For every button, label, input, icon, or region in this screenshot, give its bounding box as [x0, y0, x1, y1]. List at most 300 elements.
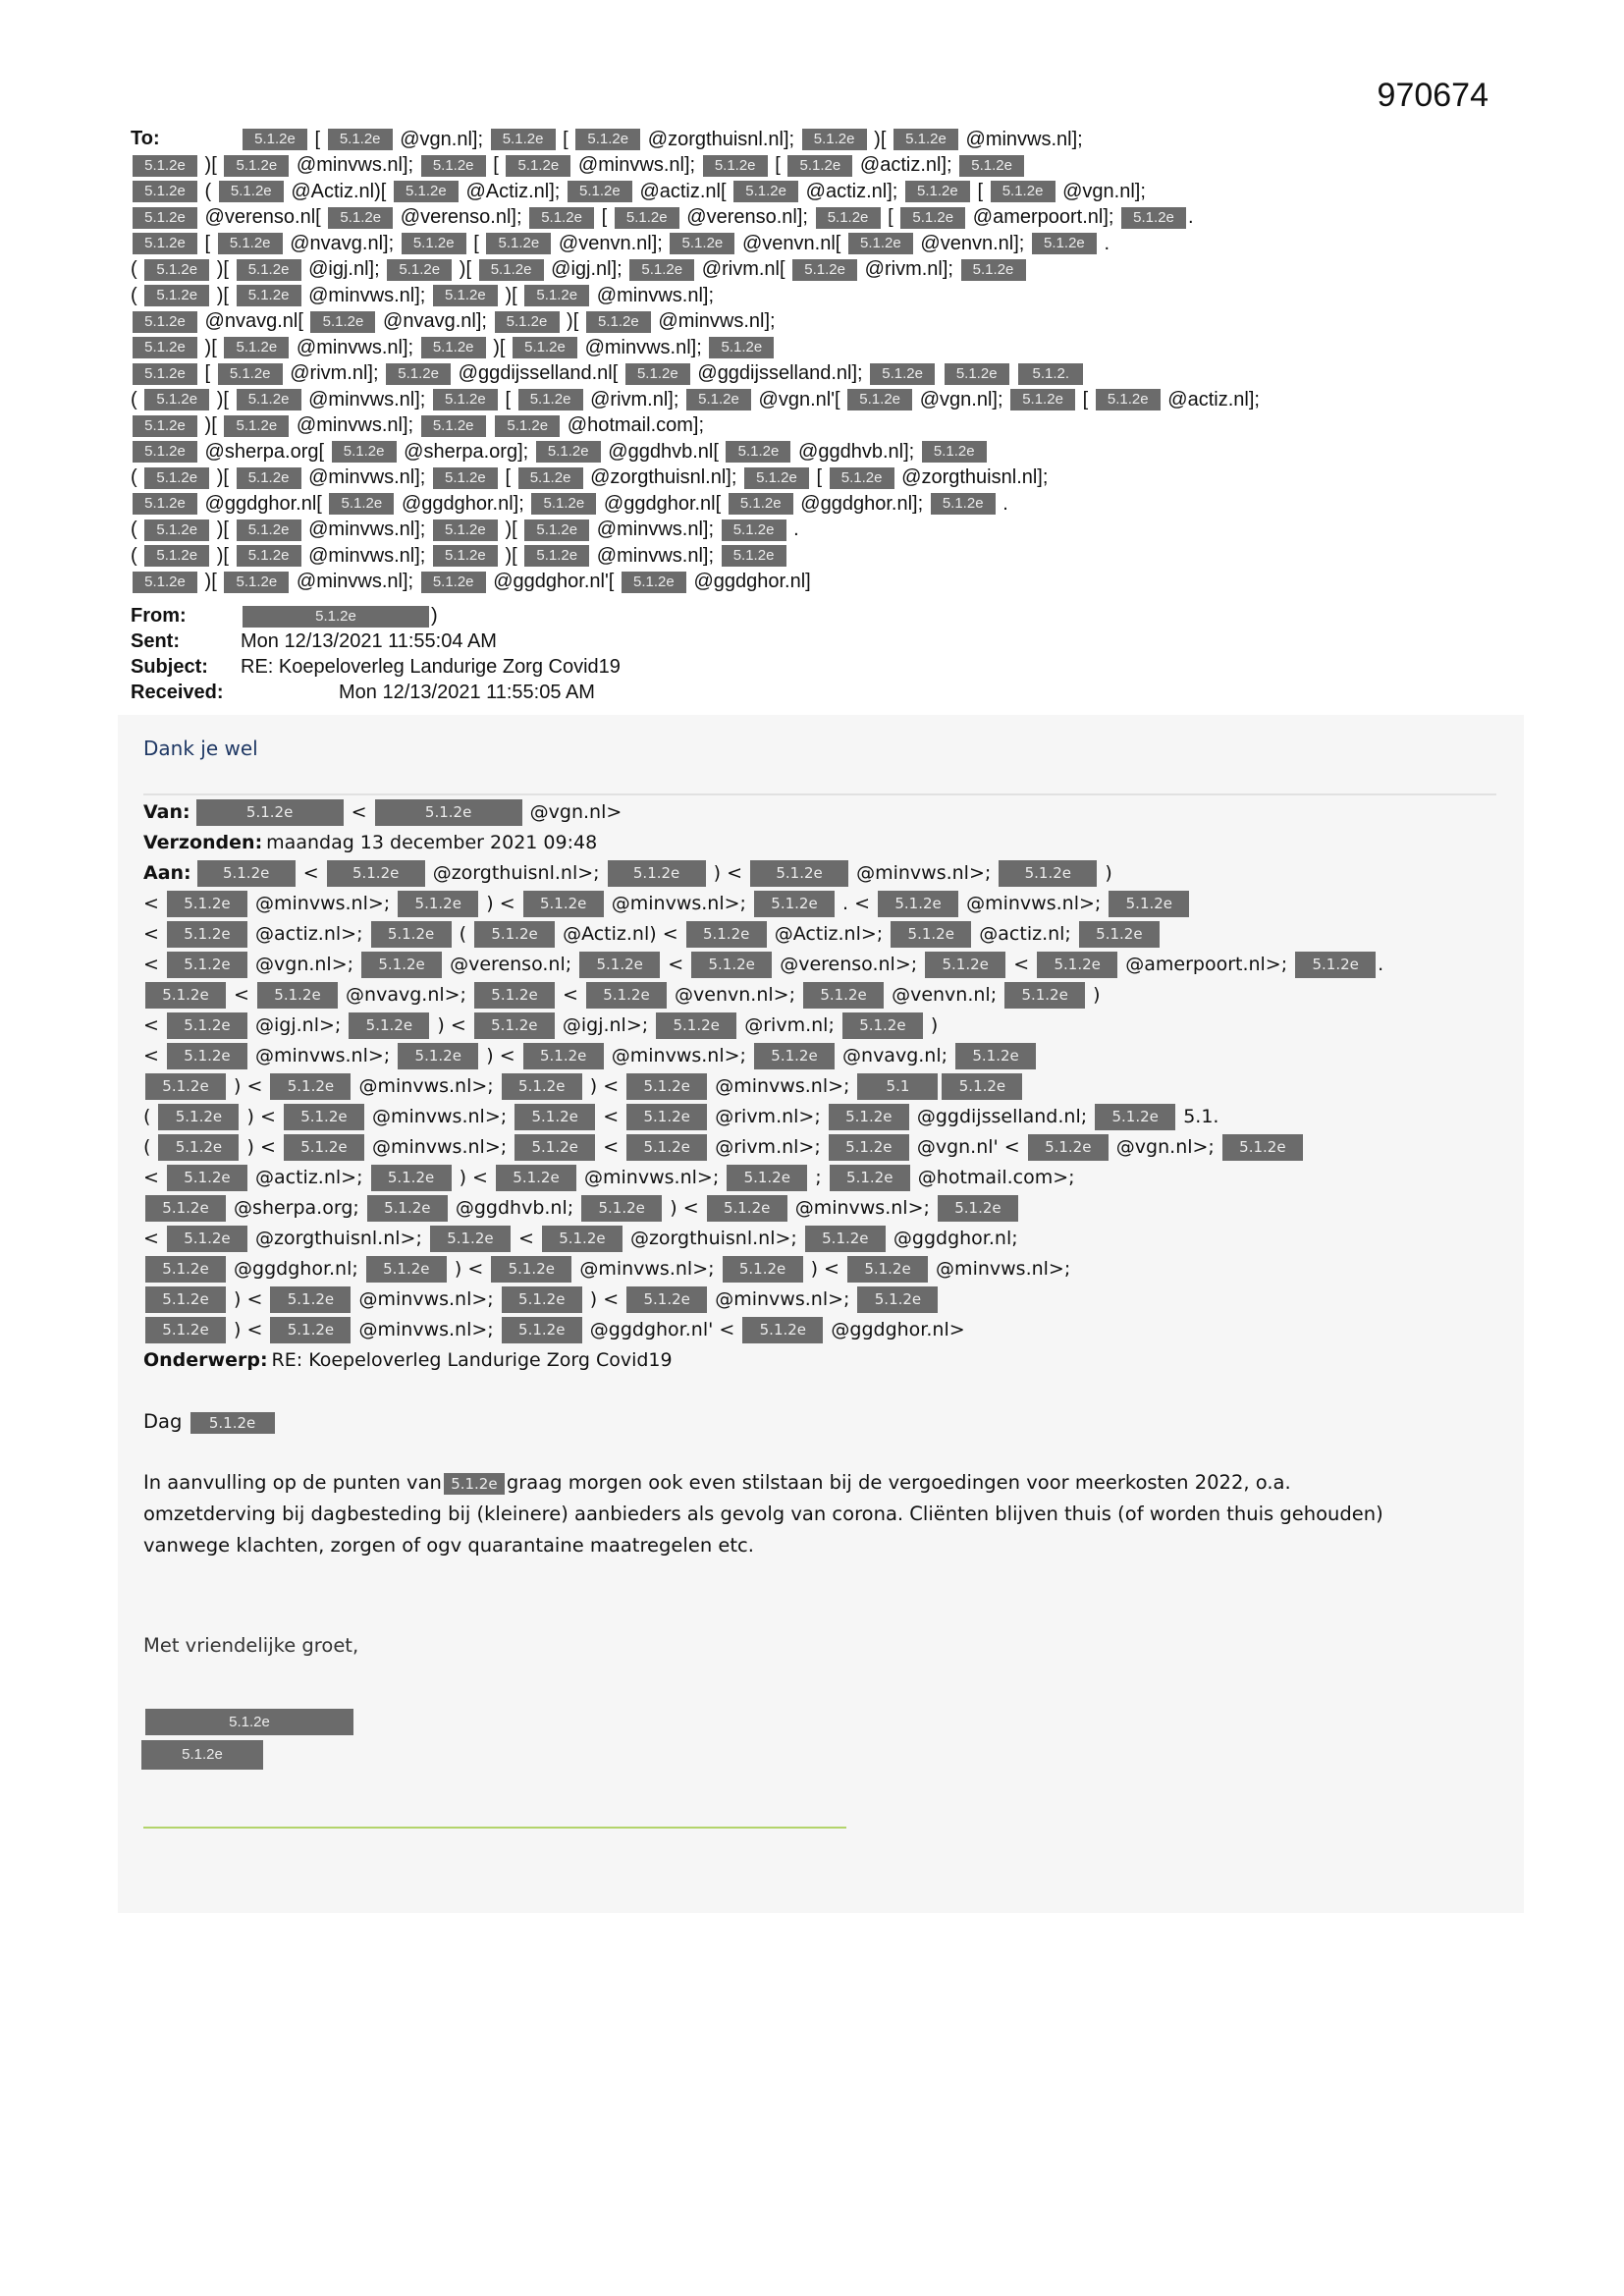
- redaction-box: 5.1.2e: [531, 493, 596, 515]
- redaction-box: 5.1.2e: [158, 1104, 239, 1130]
- redaction-box: 5.1.2e: [742, 1317, 823, 1343]
- recipient-text: ) <: [228, 1075, 269, 1097]
- onderwerp-label: Onderwerp:: [143, 1349, 268, 1371]
- recipient-text: ) <: [583, 1075, 625, 1097]
- recipient-text: (: [131, 388, 143, 410]
- recipient-text: @minvws.nl>;: [709, 1075, 856, 1097]
- recipient-text: @minvws.nl];: [652, 310, 776, 332]
- recipient-text: )[: [211, 388, 235, 410]
- redaction-box: 5.1.2e: [398, 891, 478, 917]
- redaction-box: 5.1.2e: [502, 1286, 582, 1313]
- redaction-box: 5.1.2e: [754, 1043, 835, 1069]
- recipient-text: @Actiz.nl>;: [768, 923, 890, 945]
- redaction-box: 5.1.2e: [394, 181, 459, 202]
- recipient-text: [: [557, 128, 574, 150]
- redaction-box: 5.1.2e: [857, 1286, 938, 1313]
- redaction-box: 5.1.2e: [218, 233, 283, 254]
- redaction-box: 5.1.2e: [829, 1134, 909, 1161]
- redaction-box: 5.1.2e: [878, 891, 958, 917]
- recipient-text: @minvws.nl];: [591, 284, 714, 306]
- outer-meta: From: 5.1.2e ) Sent: Mon 12/13/2021 11:55:04 AM Subject: RE: Koepeloverleg Landurige Zorg Covid19 Received: Mon 12/13/2021 11:55:05 AM: [131, 605, 621, 703]
- redaction-box: 5.1.2e: [145, 1317, 226, 1343]
- recipient-text: @minvws.nl];: [302, 388, 431, 410]
- recipient-text: @ggdghor.nl;: [228, 1258, 364, 1280]
- document-id: 970674: [1377, 77, 1489, 114]
- recipient-text: @venvn.nl];: [914, 232, 1030, 254]
- van-label: Van:: [143, 801, 190, 823]
- recipient-text: @vgn.nl];: [394, 128, 489, 150]
- recipient-text: @hotmail.com];: [562, 414, 705, 436]
- redaction-box: 5.1.2e: [491, 1256, 571, 1283]
- recipient-text: @minvws.nl];: [291, 154, 419, 176]
- recipient-text: @ggdghor.nl];: [396, 492, 530, 515]
- recipient-text: @venvn.nl[: [736, 232, 846, 254]
- redaction-box: 5.1.2e: [502, 1073, 582, 1100]
- redaction-box: 5.1: [857, 1073, 938, 1100]
- van-value: [194, 801, 623, 823]
- recipient-text: @minvws.nl>;: [788, 1197, 936, 1219]
- recipient-text: @vgn.nl];: [914, 388, 1009, 410]
- redaction-box: 5.1.2e: [524, 545, 589, 567]
- recipient-text: @actiz.nl];: [1162, 388, 1260, 410]
- redaction-box: 5.1.2e: [615, 207, 679, 229]
- redaction-box: 5.1.2e: [802, 129, 867, 150]
- redaction-box: 5.1.2e: [514, 1134, 595, 1161]
- recipient-text: [: [882, 206, 899, 228]
- recipient-text: [: [769, 154, 786, 176]
- redaction-box: 5.1.2e: [1032, 233, 1097, 254]
- recipient-text: ) <: [448, 1258, 490, 1280]
- redaction-box: 5.1.2e: [237, 519, 301, 541]
- redaction-box: 5.1.2e: [905, 181, 970, 202]
- recipient-text: )[: [561, 310, 584, 332]
- recipient-line: [143, 1224, 1498, 1254]
- redaction-box: 5.1.2e: [626, 1104, 707, 1130]
- recipient-text: (: [131, 466, 143, 488]
- redaction-box: 5.1.2e: [133, 207, 197, 229]
- redaction-box: 5.1.2e: [133, 311, 197, 333]
- message-body: [143, 1406, 1498, 1691]
- redaction-box: 5.1.2e: [144, 285, 209, 306]
- recipient-line: [131, 231, 1505, 257]
- redaction-box: 5.1.2e: [959, 155, 1024, 177]
- redaction-box: 5.1.2e: [938, 1195, 1018, 1222]
- recipient-line: [131, 204, 1505, 231]
- recipient-text: ) <: [228, 1288, 269, 1310]
- recipient-text: @nvavg.nl];: [377, 310, 493, 332]
- redaction-box: 5.1.2e: [1121, 207, 1186, 229]
- recipient-text: @hotmail.com>;: [911, 1167, 1075, 1188]
- received-label: Received:: [131, 682, 224, 703]
- recipient-text: <: [143, 1045, 165, 1066]
- recipient-text: (: [131, 258, 143, 280]
- redaction-box: 5.1.2e: [999, 860, 1097, 887]
- signature-divider: [143, 1827, 846, 1829]
- redaction-box: 5.1.2e: [991, 181, 1056, 202]
- redaction-box: 5.1.2e: [506, 155, 570, 177]
- recipient-text: @verenso.nl[: [199, 206, 327, 228]
- recipient-text: (: [453, 923, 473, 945]
- recipient-text: @actiz.nl];: [800, 180, 903, 202]
- redaction-box: 5.1.2e: [328, 207, 393, 229]
- recipient-text: @rivm.nl>;: [709, 1136, 827, 1158]
- paragraph: [143, 1467, 1498, 1561]
- redaction-box: 5.1.2e: [518, 389, 583, 410]
- recipient-text: )[: [868, 128, 892, 150]
- recipient-text: @minvws.nl];: [291, 414, 419, 436]
- redaction-box: 5.1.2e: [145, 982, 226, 1009]
- redaction-box: 5.1.2e: [133, 441, 197, 463]
- recipient-text: @sherpa.org];: [398, 440, 534, 463]
- recipient-text: <: [345, 801, 373, 823]
- divider: [143, 793, 1496, 795]
- redaction-box: 5.1.2e: [1028, 1134, 1109, 1161]
- redaction-box: 5.1.2e: [270, 1073, 351, 1100]
- redaction-box: 5.1.2e: [224, 155, 289, 177]
- recipient-text: [: [596, 206, 613, 228]
- redaction-box: 5.1.2e: [1109, 891, 1189, 917]
- redaction-box: 5.1.2e: [1222, 1134, 1303, 1161]
- recipient-line: [143, 1132, 1498, 1163]
- redaction-box: 5.1.2e: [830, 1165, 910, 1191]
- recipient-text: @minvws.nl>;: [248, 893, 397, 914]
- paragraph-text: In aanvulling op de punten van: [143, 1471, 442, 1494]
- recipient-text: @vgn.nl'[: [752, 388, 846, 410]
- recipient-text: @zorgthuisnl.nl>;: [248, 1228, 428, 1249]
- recipient-text: .: [997, 492, 1008, 515]
- redaction-box: 5.1.2e: [829, 1104, 909, 1130]
- recipient-text: @zorgthuisnl.nl>;: [426, 862, 606, 884]
- redaction-box: 5.1.2e: [243, 129, 307, 150]
- recipient-text: @vgn.nl>: [523, 801, 623, 823]
- redaction-box: 5.1.2e: [486, 233, 551, 254]
- recipient-text: ) <: [707, 862, 749, 884]
- redaction-box: 5.1.2e: [847, 389, 912, 410]
- recipient-text: [488, 414, 494, 436]
- paragraph-text: vanwege klachten, zorgen of ogv quarantaine maatregelen etc.: [143, 1534, 754, 1557]
- recipient-line: [131, 387, 1505, 413]
- redaction-box: 5.1.2e: [237, 467, 301, 489]
- recipient-line: [131, 439, 1505, 465]
- recipient-text: @zorgthuisnl.nl];: [642, 128, 800, 150]
- recipient-text: ) <: [664, 1197, 705, 1219]
- recipient-text: .: [1378, 954, 1384, 975]
- redaction-box: 5.1.2e: [167, 1012, 247, 1039]
- redaction-box: 5.1.2e: [586, 982, 667, 1009]
- redaction-box: 5.1.2e: [167, 1165, 247, 1191]
- from-label: From:: [131, 605, 187, 627]
- subject-value: RE: Koepeloverleg Landurige Zorg Covid19: [241, 656, 621, 678]
- recipient-line: [143, 1071, 1498, 1102]
- redaction-box: 5.1.2e: [398, 1043, 478, 1069]
- recipient-line: [131, 412, 1505, 439]
- redaction-box: 5.1.2e: [402, 233, 466, 254]
- redaction-box: 5.1.2e: [491, 129, 556, 150]
- redaction-box: 5.1.2e: [787, 155, 852, 177]
- recipient-line: [143, 1254, 1498, 1285]
- redaction-box: 5.1.2e: [421, 155, 486, 177]
- redaction-box: 5.1.2e: [625, 363, 690, 385]
- redaction-box: 5.1.2e: [218, 363, 283, 385]
- redaction-box: 5.1.2e: [375, 799, 522, 826]
- redaction-box: 5.1.2e: [524, 285, 589, 306]
- recipient-text: )[: [499, 284, 523, 306]
- recipient-text: @actiz.nl];: [854, 154, 958, 176]
- recipient-text: @sherpa.org;: [228, 1197, 365, 1219]
- recipient-text: ) <: [241, 1106, 282, 1127]
- recipient-text: ) <: [228, 1319, 269, 1340]
- recipient-text: (: [131, 284, 143, 306]
- recipient-line: [131, 127, 1505, 153]
- redaction-box: 5.1.2e: [145, 1256, 226, 1283]
- redaction-box: 5.1.2e: [133, 493, 197, 515]
- recipient-text: (: [143, 1136, 157, 1158]
- redaction-box: 5.1.2e: [670, 233, 734, 254]
- recipient-text: <: [557, 984, 584, 1006]
- redaction-box: 5.1.2e: [421, 337, 486, 358]
- recipient-text: )[: [199, 154, 223, 176]
- redaction-box: 5.1.2e: [942, 1073, 1022, 1100]
- greeting: [143, 1406, 1498, 1438]
- recipient-line: [131, 491, 1505, 518]
- recipient-text: @minvws.nl>;: [709, 1288, 856, 1310]
- recipient-text: @amerpoort.nl>;: [1119, 954, 1294, 975]
- redaction-box: 5.1.2e: [518, 467, 583, 489]
- redaction-box: 5.1.2e: [133, 337, 197, 358]
- redaction-box: 5.1.2e: [726, 441, 790, 463]
- recipient-text: @ggdghor.nl[: [199, 492, 328, 515]
- redaction-box: 5.1.2e: [361, 952, 442, 978]
- redaction-box: 5.1.2e: [792, 259, 857, 281]
- recipient-line: [143, 1193, 1498, 1224]
- recipient-text: @igj.nl];: [545, 258, 628, 280]
- recipient-text: <: [597, 1106, 625, 1127]
- recipient-text: <: [143, 1014, 165, 1036]
- redaction-box: 5.1.2e: [626, 1286, 707, 1313]
- recipient-list: [131, 127, 1505, 595]
- recipient-text: @zorgthuisnl.nl];: [584, 466, 742, 488]
- redaction-box: 5.1.2e: [703, 155, 768, 177]
- redaction-box: 5.1.2e: [586, 311, 651, 333]
- recipient-text: @ggdijsselland.nl[: [453, 362, 623, 384]
- redaction-box: 5.1.2e: [723, 1256, 803, 1283]
- recipient-line: [143, 1041, 1498, 1071]
- recipient-text: <: [1007, 954, 1036, 975]
- redaction-box: 5.1.2e: [257, 982, 338, 1009]
- aan-recipient-list: [143, 889, 1498, 1345]
- recipient-text: )[: [199, 571, 223, 592]
- redaction-box: 5.1.2e: [523, 891, 604, 917]
- redaction-box: 5.1.2e: [961, 259, 1026, 281]
- recipient-text: <: [143, 1167, 165, 1188]
- redaction-box: 5.1.2e: [349, 1012, 429, 1039]
- recipient-text: <: [143, 954, 165, 975]
- redaction-box: 5.1.2e: [167, 1226, 247, 1252]
- recipient-text: @rivm.nl];: [284, 362, 385, 384]
- recipient-text: @minvws.nl>;: [605, 1045, 752, 1066]
- redaction-box: 5.1.2e: [133, 363, 197, 385]
- recipient-text: @verenso.nl>;: [774, 954, 924, 975]
- redaction-box: 5.1.2e: [1095, 1104, 1175, 1130]
- redaction-box: 5.1.2e: [237, 285, 301, 306]
- aan-label: Aan:: [143, 862, 191, 884]
- recipient-text: .: [787, 519, 799, 540]
- redaction-box: 5.1.2e: [430, 1226, 511, 1252]
- recipient-text: ) <: [241, 1136, 282, 1158]
- recipient-text: [: [487, 154, 505, 176]
- recipient-text: [1011, 362, 1017, 384]
- redaction-box: 5.1.2e: [893, 129, 958, 150]
- recipient-text: @minvws.nl];: [302, 284, 431, 306]
- verzonden-value: maandag 13 december 2021 09:48: [266, 832, 598, 853]
- recipient-line: [131, 543, 1505, 570]
- recipient-text: ) <: [453, 1167, 494, 1188]
- recipient-text: @ggdghor.nl];: [794, 492, 929, 515]
- closing: Met vriendelijke groet,: [143, 1634, 359, 1657]
- redaction-box: 5.1.2e: [1004, 982, 1085, 1009]
- redaction-box: 5.1.2e: [922, 441, 987, 463]
- redaction-box: 5.1.2e: [270, 1317, 351, 1343]
- redaction-box: 5.1.2e: [900, 207, 965, 229]
- redaction-box: 5.1.2e: [237, 389, 301, 410]
- recipient-text: ): [1099, 862, 1112, 884]
- recipient-text: <: [597, 1136, 625, 1158]
- redaction-box: 5.1.2e: [433, 285, 498, 306]
- recipient-text: [: [971, 180, 989, 202]
- recipient-text: )[: [211, 466, 235, 488]
- subject-label: Subject:: [131, 656, 208, 678]
- recipient-line: [143, 950, 1498, 980]
- recipient-line: [143, 1285, 1498, 1315]
- recipient-text: @rivm.nl;: [738, 1014, 840, 1036]
- redaction-box: 5.1.2e: [144, 389, 209, 410]
- recipient-text: @venvn.nl];: [553, 232, 669, 254]
- recipient-text: [: [199, 362, 216, 384]
- redaction-box: 5.1.2e: [727, 1165, 807, 1191]
- recipient-text: @vgn.nl' <: [910, 1136, 1026, 1158]
- redaction-box: 5.1.2e: [579, 952, 660, 978]
- redaction-box: 5.1.2e: [931, 493, 996, 515]
- redaction-box: 5.1.2e: [733, 181, 798, 202]
- redaction-box: 5.1.2e: [332, 441, 397, 463]
- redaction-box: 5.1.2e: [686, 389, 751, 410]
- recipient-text: ): [924, 1014, 939, 1036]
- redaction-box: 5.1.2e: [270, 1286, 351, 1313]
- recipient-text: )[: [487, 336, 512, 358]
- redaction-box: 5.1.2e: [474, 1012, 555, 1039]
- redaction-box: 5.1.2e: [754, 891, 835, 917]
- recipient-line: [143, 1011, 1498, 1041]
- redaction-box: 5.1.2e: [523, 1043, 604, 1069]
- redaction-box: 5.1.2e: [847, 1256, 928, 1283]
- recipient-text: <: [143, 923, 165, 945]
- sent-label: Sent:: [131, 630, 180, 652]
- redaction-box: 5.1.2e: [167, 1043, 247, 1069]
- redaction-box: 5.1.2e: [691, 952, 772, 978]
- redaction-box: 5.1.2e: [421, 415, 486, 437]
- recipient-text: @rivm.nl>;: [709, 1106, 827, 1127]
- recipient-text: . <: [836, 893, 877, 914]
- recipient-line: [143, 980, 1498, 1011]
- recipient-text: @ggdghor.nl' <: [583, 1319, 741, 1340]
- recipient-text: )[: [211, 519, 235, 540]
- redaction-box: 5.1.2e: [133, 155, 197, 177]
- redaction-box: 5.1.2e: [722, 519, 786, 541]
- recipient-text: @venvn.nl>;: [669, 984, 802, 1006]
- redaction-box: 5.1.2e: [722, 545, 786, 567]
- redaction-box: 5.1.2e: [284, 1104, 364, 1130]
- recipient-line: [143, 889, 1498, 919]
- recipient-text: @minvws.nl>;: [352, 1319, 500, 1340]
- recipient-text: @actiz.nl;: [973, 923, 1077, 945]
- recipient-text: @minvws.nl>;: [605, 893, 752, 914]
- redaction-box: 5.1.2e: [237, 259, 301, 281]
- redaction-box: 5.1.2e: [803, 982, 884, 1009]
- recipient-text: @ggdghor.nl'[: [487, 571, 620, 592]
- paragraph-text: graag morgen ook even stilstaan bij de vergoedingen voor meerkosten 2022, o.a.: [506, 1471, 1291, 1494]
- redaction-box: 5.1.2e: [626, 1073, 707, 1100]
- recipient-text: @rivm.nl];: [859, 258, 959, 280]
- recipient-text: ) <: [480, 1045, 521, 1066]
- redaction-box: 5.1.2e: [575, 129, 640, 150]
- redaction-box: 5.1.2e: [310, 311, 375, 333]
- redaction-box: 5.1.2e: [329, 493, 394, 515]
- recipient-text: <: [297, 862, 325, 884]
- redaction-box: 5.1.2e: [433, 389, 498, 410]
- redaction-box: 5.1.2e: [190, 1412, 275, 1434]
- recipient-text: .: [1188, 206, 1194, 228]
- redaction-box: 5.1.2e: [133, 415, 197, 437]
- recipient-text: @actiz.nl[: [633, 180, 732, 202]
- recipient-text: <: [512, 1228, 540, 1249]
- redaction-box: 5.1.2e: [945, 363, 1009, 385]
- recipient-text: (: [143, 1106, 157, 1127]
- greeting-word: Dag: [143, 1410, 183, 1433]
- recipient-text: )[: [199, 414, 223, 436]
- redaction-box: 5.1.2e: [805, 1226, 886, 1252]
- redaction-box: 5.1.2e: [608, 860, 706, 887]
- redaction-box: 5.1.2e: [387, 259, 452, 281]
- redaction-box: 5.1.2e: [707, 1195, 787, 1222]
- to-label: To:: [131, 128, 160, 149]
- redaction-box: 5.1.2e: [167, 921, 247, 948]
- redaction-box: 5.1.2e: [955, 1043, 1036, 1069]
- recipient-text: @minvws.nl>;: [850, 862, 998, 884]
- redaction-box: 5.1.2e: [542, 1226, 623, 1252]
- recipient-text: @nvavg.nl>;: [340, 984, 472, 1006]
- recipient-text: @minvws.nl];: [591, 544, 720, 567]
- recipient-text: @ggdijsselland.nl];: [691, 362, 869, 384]
- redaction-box: 5.1.2e: [167, 952, 247, 978]
- redaction-box: 5.1.2e: [513, 337, 577, 358]
- recipient-text: @nvavg.nl[: [199, 310, 309, 332]
- redaction-box: 5.1.2e: [367, 1195, 448, 1222]
- recipient-text: 5.1.: [1177, 1106, 1219, 1127]
- recipient-text: [: [499, 388, 516, 410]
- redaction-box: 5.1.2e: [816, 207, 881, 229]
- recipient-text: @venvn.nl;: [886, 984, 1003, 1006]
- recipient-text: @ggdhvb.nl[: [602, 440, 725, 463]
- recipient-text: @rivm.nl];: [584, 388, 684, 410]
- recipient-text: ) <: [431, 1014, 472, 1036]
- recipient-text: @sherpa.org[: [199, 440, 330, 463]
- redaction-box: 5.1.2e: [581, 1195, 662, 1222]
- recipient-text: @nvavg.nl;: [836, 1045, 954, 1066]
- redaction-box: 5.1.2e: [386, 363, 451, 385]
- onderwerp-value: RE: Koepeloverleg Landurige Zorg Covid19: [271, 1349, 673, 1371]
- redaction-box: 5.1.2e: [243, 606, 429, 628]
- redaction-box: 5.1.2e: [1096, 389, 1161, 410]
